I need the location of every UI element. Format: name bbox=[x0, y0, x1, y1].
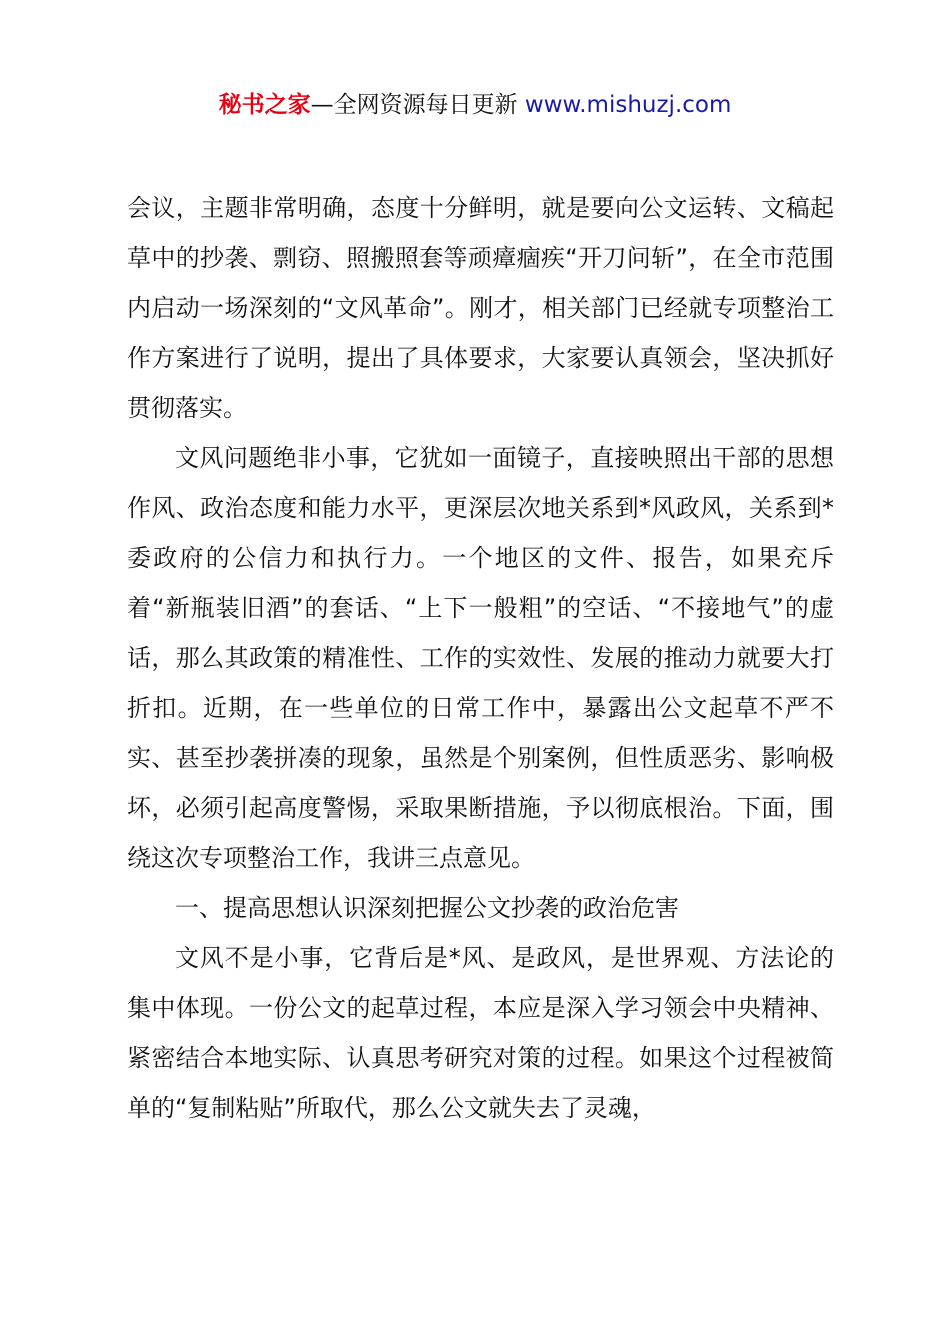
paragraph-1: 会议，主题非常明确，态度十分鲜明，就是要向公文运转、文稿起草中的抄袭、剽窃、照搬照套等顽瘴痼疾“开刀问斩”，在全市范围内启动一场深刻的“文风革命”。刚才，相关部门已经就专项整治工作方案进行了说明，提出了具体要求，大家要认真领会，坚决抓好贯彻落实。 bbox=[127, 194, 834, 422]
section-heading-1: 一、提高思想认识深刻把握公文抄袭的政治危害 bbox=[175, 894, 679, 922]
paragraph-3: 文风不是小事，它背后是*风、是政风，是世界观、方法论的集中体现。一份公文的起草过程，本应是深入学习领会中央精神、紧密结合本地实际、认真思考研究对策的过程。如果这个过程被简单的“复制粘贴”所取代，那么公文就失去了灵魂， bbox=[127, 944, 834, 1122]
header-slogan: —全网资源每日更新 bbox=[310, 92, 525, 118]
header-url-link[interactable]: www.mishuzj.com bbox=[524, 92, 732, 118]
header-brand: 秘书之家 bbox=[218, 92, 311, 118]
paragraph-2: 文风问题绝非小事，它犹如一面镜子，直接映照出干部的思想作风、政治态度和能力水平，更深层次地关系到*风政风，关系到*委政府的公信力和执行力。一个地区的文件、报告，如果充斥着“新瓶装旧酒”的套话、“上下一般粗”的空话、“不接地气”的虚话，那么其政策的精准性、工作的实效性、发展的推动力就要大打折扣。近期，在一些单位的日常工作中，暴露出公文起草不严不实、甚至抄袭拼凑的现象，虽然是个别案例，但性质恶劣、影响极坏，必须引起高度警惕，采取果断措施，予以彻底根治。下面，围绕这次专项整治工作，我讲三点意见。 bbox=[127, 444, 834, 872]
page-header bbox=[0, 88, 950, 122]
document-body bbox=[127, 183, 834, 1133]
